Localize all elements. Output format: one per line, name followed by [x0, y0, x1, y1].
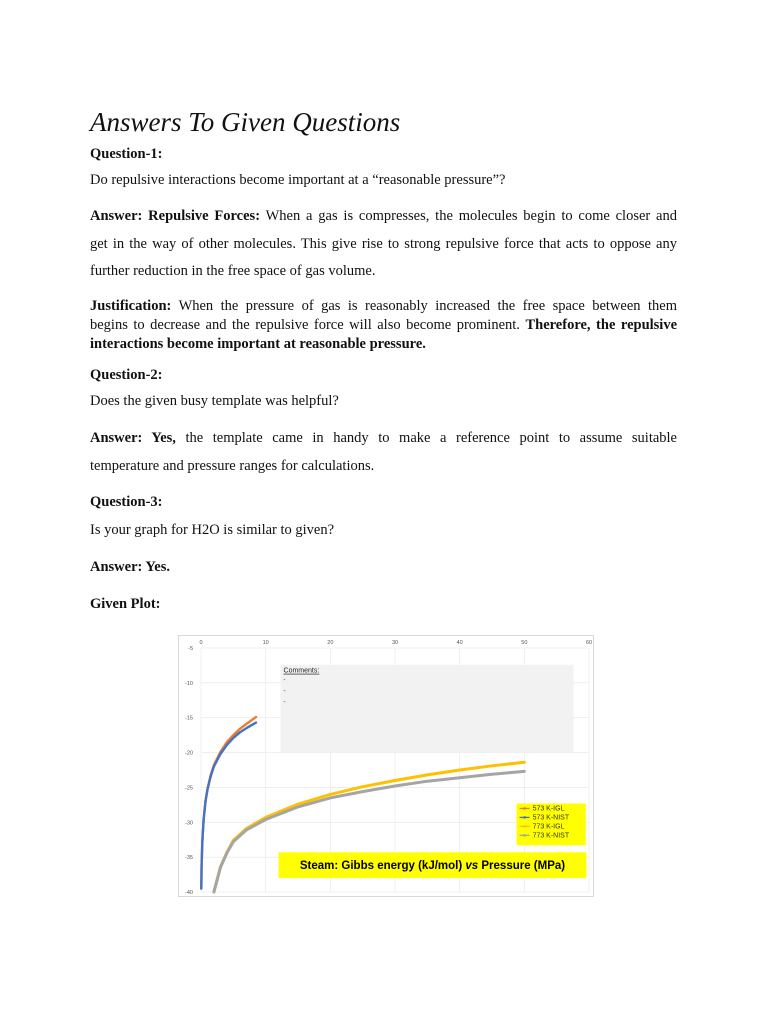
series-marker — [210, 775, 212, 777]
answer-1-paragraph — [90, 203, 677, 286]
justification-conclusion-1: Therefore, the repulsive — [525, 317, 678, 333]
legend-label: 573 K-IGL — [532, 805, 565, 813]
answer-2-label: Answer: Yes, — [90, 430, 176, 446]
x-tick-label: 60 — [585, 640, 593, 646]
question-1-text: Do repulsive interactions become important at a “reasonable pressure”? — [90, 172, 506, 188]
question-3-text: Is your graph for H2O is similar to given? — [90, 522, 335, 538]
answer-1-line-2: get in the way of other molecules. This give rise to strong repulsive force that acts to oppose any — [90, 235, 677, 252]
y-tick-label: -25 — [185, 785, 193, 792]
answer-1-line-3: further reduction in the free space of gas volume. — [90, 263, 376, 279]
chart-title: Steam: Gibbs energy (kJ/mol) vs Pressure (MPa) — [299, 860, 566, 873]
series-marker — [200, 864, 202, 866]
question-3-heading: Question-3: — [90, 494, 163, 510]
y-tick-label: -20 — [185, 750, 193, 757]
series-marker — [200, 887, 202, 889]
x-tick-label: 0 — [199, 640, 203, 646]
question-2-text: Does the given busy template was helpful? — [90, 393, 339, 409]
comments-line: - — [283, 699, 286, 706]
series-marker — [206, 788, 208, 790]
x-tick-label: 50 — [521, 640, 528, 646]
series-marker — [213, 765, 215, 767]
answer-2-paragraph — [90, 425, 677, 480]
series-line — [201, 723, 256, 889]
answer-3: Answer: Yes. — [90, 559, 171, 575]
legend-label: 573 K-NIST — [532, 814, 570, 822]
legend-label: 773 K-NIST — [532, 832, 570, 840]
series-marker — [202, 819, 204, 821]
justification-label: Justification: — [90, 298, 172, 314]
question-1-heading: Question-1: — [90, 146, 163, 162]
x-tick-label: 40 — [456, 640, 463, 646]
justification-line-1: When the pressure of gas is reasonably increased the free space between them — [178, 298, 677, 314]
y-tick-label: -5 — [188, 646, 193, 652]
page-title: Answers To Given Questions — [90, 107, 401, 137]
justification-paragraph — [90, 297, 677, 354]
answer-1-label: Answer: Repulsive Forces: — [90, 208, 261, 224]
y-tick-label: -35 — [185, 855, 193, 862]
comments-heading: Comments: — [283, 667, 320, 675]
x-tick-label: 10 — [262, 640, 269, 646]
x-tick-label: 30 — [391, 640, 399, 646]
comments-line: - — [283, 677, 286, 684]
answer-2-line-2: temperature and pressure ranges for calculations. — [90, 457, 375, 474]
series-marker — [204, 800, 206, 802]
y-tick-label: -15 — [185, 715, 193, 722]
question-2-heading: Question-2: — [90, 367, 163, 383]
comments-box — [281, 665, 574, 753]
legend-label: 773 K-IGL — [532, 823, 565, 831]
x-tick-label: 20 — [327, 640, 334, 646]
series-marker — [201, 841, 203, 843]
legend-marker — [523, 834, 526, 837]
legend-marker — [523, 807, 526, 810]
answer-1-line-1: When a gas is compresses, the molecules begin to come closer and — [265, 208, 677, 224]
comments-line: - — [283, 688, 286, 695]
chart-svg — [179, 636, 595, 898]
y-tick-label: -10 — [185, 680, 193, 687]
gibbs-energy-chart — [178, 635, 594, 897]
legend-marker — [523, 816, 526, 819]
justification-line-2: begins to decrease and the repulsive force will also become prominent. — [90, 317, 520, 333]
answer-2-line-1: the template came in handy to make a reference point to assume suitable — [185, 430, 677, 446]
given-plot-label: Given Plot: — [90, 596, 161, 612]
legend-marker — [523, 825, 526, 828]
justification-conclusion-2: interactions become important at reasonable pressure. — [90, 336, 426, 352]
y-tick-label: -30 — [185, 820, 193, 827]
y-tick-label: -40 — [185, 890, 193, 896]
